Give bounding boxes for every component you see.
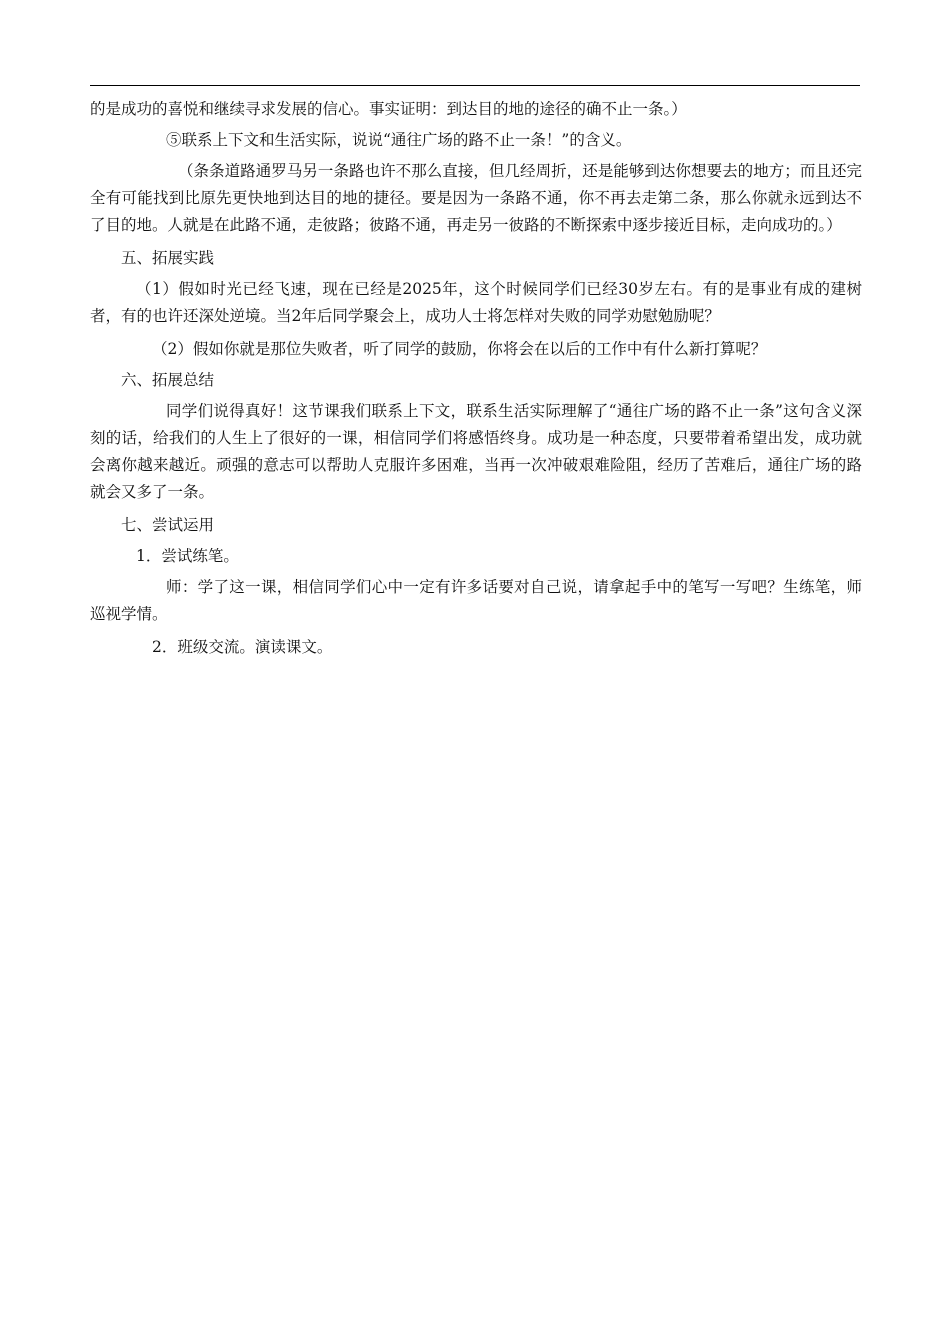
practice-paragraph: （2）假如你就是那位失败者，听了同学的鼓励，你将会在以后的工作中有什么新打算呢？ (152, 340, 767, 358)
answer-paragraph: （条条道路通罗马另一条路也许不那么直接，但几经周折，还是能够到达你想要去的地方；而且还完全有可能找到比原先更快地到达目的地的捷径。要是因为一条路不通，你不再去走第二条，那么你就永远到达不了目的地。人就是在此路不通，走彼路；彼路不通，再走另一彼路的不断探索中逐步接近目标，走向成功的。） (90, 162, 862, 234)
summary-paragraph: 同学们说得真好！这节课我们联系上下文，联系生活实际理解了“通往广场的路不止一条”这句含义深刻的话，给我们的人生上了很好的一课，相信同学们将感悟终身。成功是一种态度，只要带着希望出发，成功就会离你越来越近。顽强的意志可以帮助人克服许多困难，当再一次冲破艰难险阻，经历了苦难后，通往广场的路就会又多了一条。 (90, 402, 862, 501)
document-body (90, 96, 862, 665)
section-heading: 六、拓展总结 (121, 371, 215, 389)
section-heading: 七、尝试运用 (121, 516, 215, 534)
question-paragraph: ⑤联系上下文和生活实际，说说“通往广场的路不止一条！”的含义。 (166, 131, 632, 149)
continued-paragraph: 的是成功的喜悦和继续寻求发展的信心。事实证明：到达目的地的途径的确不止一条。） (90, 100, 687, 118)
section-heading: 五、拓展实践 (121, 249, 215, 267)
teacher-paragraph: 师：学了这一课，相信同学们心中一定有许多话要对自己说，请拿起手中的笔写一写吧？生练笔，师巡视学情。 (90, 578, 862, 623)
list-item: 1．尝试练笔。 (136, 547, 239, 565)
practice-paragraph: （1）假如时光已经飞速，现在已经是2025年，这个时候同学们已经30岁左右。有的是事业有成的建树者，有的也许还深处逆境。当2年后同学聚会上，成功人士将怎样对失败的同学劝慰勉励呢？ (90, 280, 862, 325)
list-item: 2．班级交流。演读课文。 (152, 638, 333, 656)
header-rule (90, 85, 860, 86)
